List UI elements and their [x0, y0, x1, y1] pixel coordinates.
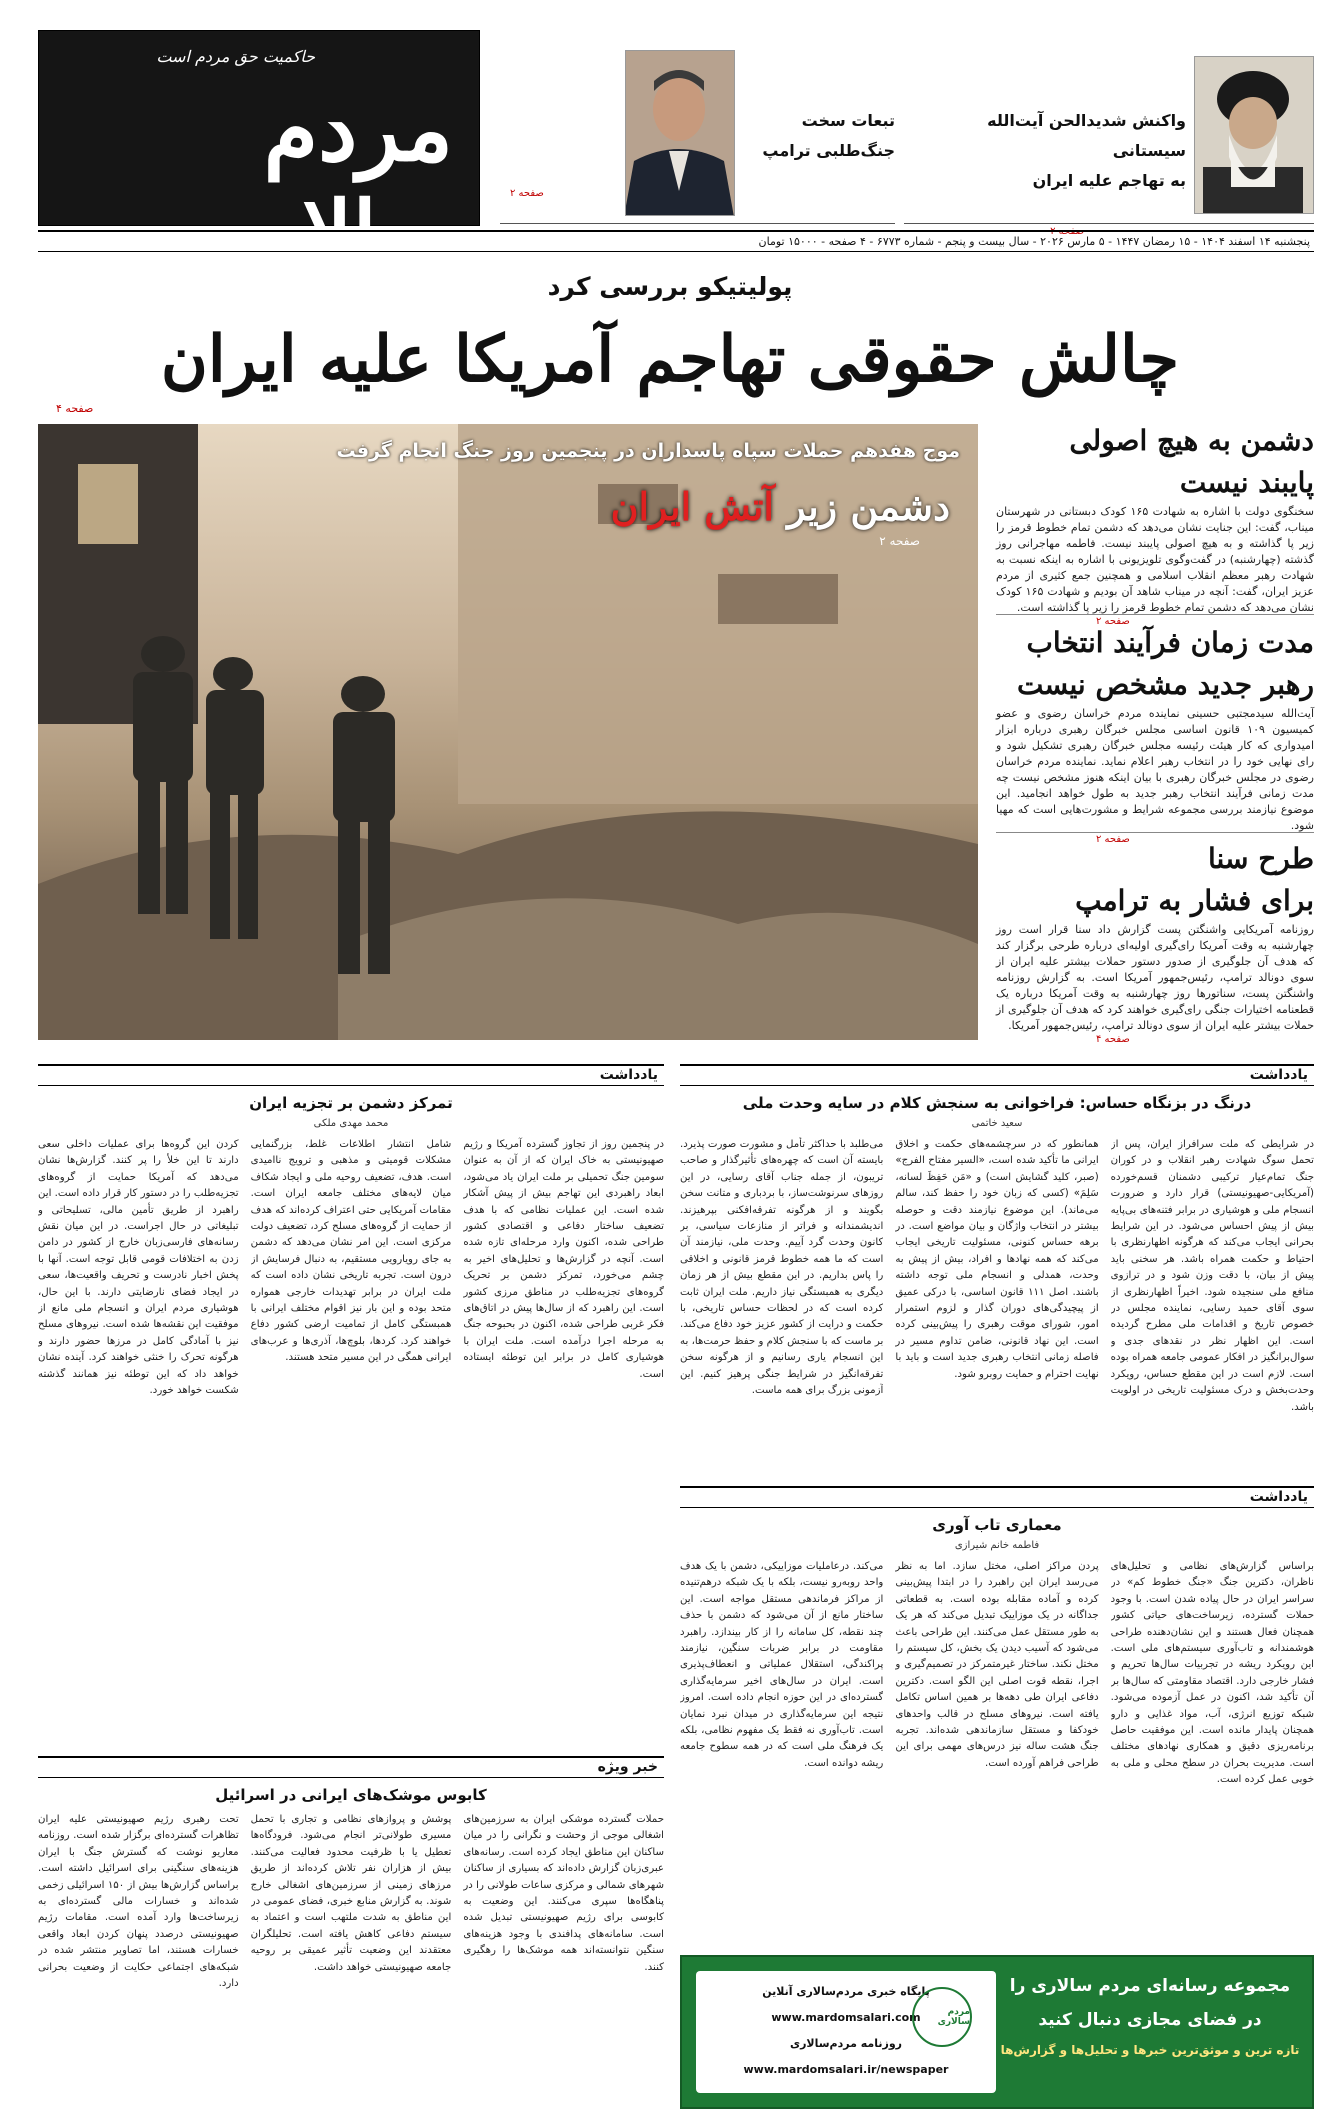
headline-kicker: پولیتیکو بررسی کرد	[547, 272, 793, 301]
masthead-logo[interactable]: مردم سالاری	[190, 77, 453, 285]
teaser-sistani[interactable]	[904, 38, 1314, 237]
side-story-1-page: صفحه ۲	[1096, 616, 1130, 627]
ad-url-newspaper[interactable]: www.mardomsalari.ir/newspaper	[743, 2063, 949, 2076]
ad-url-site[interactable]: www.mardomsalari.com	[771, 2011, 921, 2024]
side-story-1-body: سخنگوی دولت با اشاره به شهادت ۱۶۵ کودک دبستانی در شهرستان میناب، گفت: این جنایت نشان می‌دهد که دشمن تمام خطوط قرمز را زیر پا گذاشته و به هیچ اصولی پایبند نیست. فاطمه مهاجرانی روز گذشته (چهارشنبه) در گفت‌وگوی تلویزیونی با اشاره به اینکه نسبت به شهادت رهبر معظم انقلاب اسلامی و همچنین جمع کثیری از مردم عزیز ایران، گفت: آنچه در میناب شاهد آن بودیم و شهادت ۱۶۵ کودک نشان می‌دهد که دشمن تمام خطوط قرمز را زیر پا گذاشته است.	[996, 505, 1315, 614]
masthead-slogan: حاکمیت حق مردم است	[156, 47, 315, 66]
opinion-article-2-columns	[38, 1137, 664, 1727]
article-column: حملات گسترده موشکی ایران به سرزمین‌های اشغالی موجی از وحشت و نگرانی را در میان ساکنان این مناطق ایجاد کرده است. رسانه‌های عبری‌زبان گزارش داده‌اند که بسیاری از ساکنان شهرهای شمالی و مرکزی ساعات طولانی را در پناهگاه‌ها سپری می‌کنند. این وضعیت به کابوسی برای رژیم صهیونیستی تبدیل شده است. سامانه‌های پدافندی با وجود هزینه‌های سنگین نتوانسته‌اند همه موشک‌ها را رهگیری کنند.	[463, 1814, 664, 1973]
photo-title-b: آتش ایران	[610, 484, 774, 529]
lead-photo[interactable]	[38, 424, 978, 1040]
ad-paper-label: روزنامه مردم‌سالاری	[790, 2037, 902, 2050]
side-story-3[interactable]	[996, 838, 1314, 1045]
main-headline-page: صفحه ۴	[56, 402, 94, 415]
special-news-article[interactable]	[38, 1756, 664, 2110]
teaser-sistani-line2: به تهاجم علیه ایران	[1032, 171, 1186, 190]
side-story-3-body: روزنامه آمریکایی واشنگتن پست گزارش داد سنا قرار است روز چهارشنبه به وقت آمریکا رای‌گیری اولیه‌ای درباره طرحی برگزار کند که هدف آن جلوگیری از صدور دستور حملات بیشتر علیه ایران از سوی دونالد ترامپ، رئیس‌جمهور آمریکا است. به گزارش روزنامه واشنگتن پست، سناتورها روز چهارشنبه به وقت آمریکا درباره یک قطعنامه اختیارات جنگی رای‌گیری خواهند کرد که هدف آن جلوگیری از حملات بیشتر علیه ایران از سوی دونالد ترامپ، رئیس‌جمهور آمریکا.	[996, 923, 1314, 1032]
cleric-portrait-icon	[1194, 57, 1313, 214]
section-bar-special-news: خبر ویژه	[38, 1756, 664, 1778]
teaser-trump-line2: جنگ‌طلبی ترامپ	[762, 141, 895, 160]
analyst-portrait	[625, 50, 735, 216]
teaser-trump[interactable]	[500, 38, 895, 224]
section-bar-opinion-1: یادداشت	[680, 1064, 1314, 1086]
side-story-3-head2: برای فشار به ترامپ	[1075, 884, 1314, 917]
ad-subtitle: تازه ترین و موثق‌ترین خبرها و تحلیل‌ها و گزارش‌ها	[1000, 2043, 1300, 2057]
side-divider-1	[996, 614, 1314, 615]
article-column: کردن این گروه‌ها برای عملیات داخلی سعی دارند تا این خلأ را پر کنند. گزارش‌ها نشان می‌دهد که آمریکا حمایت از گروه‌های تجزیه‌طلب را در دستور کار قرار داده است. این راهبرد از طریق تأمین مالی، تسلیحاتی و تبلیغاتی در حال اجراست. در این میان نقش رسانه‌های فارسی‌زبان خارج از کشور در دامن زدن به اختلافات قومی قابل توجه است. آنها با پخش اخبار نادرست و تحریف واقعیت‌ها، سعی در ایجاد فضای نارضایتی دارند. با این حال، هوشیاری مردم ایران و انسجام ملی مانع از موفقیت این نقشه‌ها شده است. نیروهای مسلح نیز با آمادگی کامل در مرزها حضور دارند و هرگونه تحرک را خنثی خواهند کرد. آینده نشان خواهد داد که این توطئه نیز همانند گذشته شکست خواهد خورد.	[37, 1139, 239, 1397]
opinion-article-3-title[interactable]: معماری تاب آوری	[932, 1516, 1062, 1534]
side-story-3-page: صفحه ۴	[1096, 1034, 1130, 1045]
side-story-2-head2: رهبر جدید مشخص نیست	[1017, 668, 1314, 701]
side-story-3-head1: طرح سنا	[1208, 842, 1314, 875]
side-story-2-body: آیت‌الله سیدمجتبی حسینی نماینده مردم خراسان رضوی و عضو کمیسیون ۱۰۹ قانون اساسی مجلس خبرگان رهبری درباره ابزار امیدواری که کار هیئت رئیسه مجلس خبرگان رهبری تشکیل شود و رای نهایی خود را در انتخاب رهبر اعلام نماید. نماینده مردم خراسان رضوی در مجلس خبرگان رهبری با بیان اینکه هنوز مشخص نیست چه مدت زمانی فرآیند انتخاب رهبر جدید به طول خواهد انجامید. این موضوع نیازمند بررسی مجموعه شرایط و مشورت‌هایی است که مهیا شود.	[996, 707, 1314, 832]
ad-portal-label: پایگاه خبری مردم‌سالاری آنلاین	[762, 1985, 930, 1998]
opinion-article-2[interactable]	[38, 1064, 664, 1744]
side-story-2-head1: مدت زمان فرآیند انتخاب	[1026, 626, 1314, 659]
ad-title-line1: مجموعه رسانه‌ای مردم سالاری را	[1009, 1976, 1291, 1996]
article-column: پوشش و پروازهای نظامی و تجاری با تحمل مسیری طولانی‌تر انجام می‌شود. فرودگاه‌ها تعطیل یا با ظرفیت محدود فعالیت می‌کنند. بیش از هزاران نفر تلاش کرده‌اند از طریق مرزهای زمینی از سرزمین‌های اشغالی خارج شوند. به گزارش منابع خبری، فضای عمومی در این مناطق به شدت ملتهب است و اعتماد به سیستم دفاعی کاهش یافته است. تحلیلگران معتقدند این وضعیت تأثیر عمیقی بر روحیه جامعه صهیونیستی خواهد داشت.	[250, 1814, 452, 1973]
article-column: می‌کند. درعاملیات موزاییکی، دشمن با یک هدف واحد روبه‌رو نیست، بلکه با یک شبکه درهم‌تنیده از مراکز فرماندهی مستقل مواجه است. این ساختار مانع از آن می‌شود که دشمن با حذف چند نقطه، کل سامانه را از کار بیندازد. راهبرد مقاومت در برابر ضربات سنگین، نیازمند پراکندگی، استقلال عملیاتی و انعطاف‌پذیری است. ایران در سال‌های اخیر سرمایه‌گذاری گسترده‌ای در این حوزه انجام داده است. امروز نتیجه این سرمایه‌گذاری در میدان نبرد نمایان است. تاب‌آوری نه فقط یک مفهوم نظامی، بلکه یک فرهنگ ملی است که در همه سطوح جامعه ریشه دوانده است.	[680, 1561, 884, 1769]
ad-title-line2: در فضای مجازی دنبال کنید	[1038, 2010, 1262, 2030]
photo-kicker: موج هفدهم حملات سپاه پاسداران در پنجمین روز جنگ انجام گرفت	[336, 440, 960, 462]
analyst-portrait-icon	[625, 51, 734, 216]
opinion-article-1-author: سعید خاتمی	[971, 1118, 1023, 1129]
article-column: در پنجمین روز از تجاوز گسترده آمریکا و رژیم صهیونیستی به خاک ایران که از آن به عنوان سومین جنگ تحمیلی بر ملت ایران یاد می‌شود، ابعاد راهبردی این تهاجم بیش از پیش آشکار شده است. این عملیات نظامی که با هدف تضعیف ساختار دفاعی و اقتصادی کشور طراحی شده، اکنون وارد مرحله‌ای تازه شده است. آنچه در گزارش‌ها و تحلیل‌های اخیر به چشم می‌خورد، تمرکز دشمن بر تحریک گروه‌های تجزیه‌طلب در مناطق مرزی کشور است. این راهبرد که از سال‌ها پیش در اتاق‌های فکر غربی طراحی شده، اکنون در بحبوحه جنگ به مرحله اجرا درآمده است. ملت ایران با هوشیاری کامل در برابر این توطئه ایستاده است.	[463, 1139, 664, 1380]
opinion-article-1-columns	[680, 1137, 1314, 1457]
article-column: پردن مراکز اصلی، مختل سازد. اما به نظر می‌رسد ایران این راهبرد را در ابتدا پیش‌بینی کرده و آماده مقابله بوده است. به قطعاتی جداگانه در یک موزاییک تبدیل می‌کند که هر یک به طور مستقل عمل می‌کنند. این طراحی باعث می‌شود که آسیب دیدن یک بخش، کل سیستم را مختل نکند. ساختار غیرمتمرکز در تصمیم‌گیری و اجرا، نقطه قوت اصلی این الگو است. دکترین دفاعی ایران طی دهه‌ها بر همین اساس تکامل یافته است. نیروهای مسلح در قالب واحدهای خودکفا و مستقل سازماندهی شده‌اند. تجربه جنگ هشت ساله نیز درس‌های مهمی برای این طراحی فراهم آورده است.	[895, 1561, 1099, 1769]
special-news-title[interactable]: کابوس موشک‌های ایرانی در اسرائیل	[215, 1786, 487, 1804]
opinion-article-2-title[interactable]: تمرکز دشمن بر تجزیه ایران	[249, 1094, 453, 1112]
teaser-trump-title[interactable]	[745, 106, 895, 166]
article-column: در شرایطی که ملت سرافراز ایران، پس از تحمل سوگ شهادت رهبر انقلاب و در کوران جنگ تمام‌عیار ترکیبی دشمنان قسم‌خورده (آمریکایی-صهیونیستی) قرار دارد و ضرورت انسجام ملی و هوشیاری در برابر فتنه‌های بی‌پایه بیش از پیش احساس می‌شود. در این شرایط بحرانی ایجاب می‌کند که هرگونه اظهارنظری با احتیاط و حکمت همراه باشد. هر سخنی باید پیش از بیان، با دقت وزن شود و در ترازوی منافع ملی سنجیده شود. اخیراً اظهارنظری از سوی آقای حمید رسایی، نماینده مجلس در خصوص تاریخ و اقدامات ملی مطرح گردیده است. این اظهار نظر در نقدهای جدی و سوال‌برانگیز در افکار عمومی جامعه همراه بوده است. لازم است در این مقطع حساس، رویکرد وحدت‌بخش و درک مسئولیت تاریخی در اولویت باشد.	[1110, 1139, 1314, 1413]
photo-title-a: دشمن زیر	[773, 484, 950, 529]
article-column: تحت رهبری رژیم صهیونیستی علیه ایران تظاهرات گسترده‌ای برگزار شده است. روزنامه معاریو نوشت که گسترش جنگ با ایران هزینه‌های سنگینی برای اسرائیل داشته است. براساس گزارش‌ها بیش از ۱۵۰ اسرائیلی زخمی شده‌اند و خسارات مالی گسترده‌ای به زیرساخت‌ها وارد آمده است. مقامات رژیم صهیونیستی درصدد پنهان کردن ابعاد واقعی خسارات هستند، اما تصاویر منتشر شده در شبکه‌های اجتماعی حکایت از وضعیت بحرانی دارد.	[37, 1814, 239, 1990]
side-story-1-head2: پایبند نیست	[1179, 466, 1314, 499]
opinion-article-2-author: محمد مهدی ملکی	[313, 1118, 389, 1129]
teaser-sistani-page: صفحه ۲	[1050, 226, 1084, 237]
photo-title[interactable]	[611, 484, 950, 529]
section-bar-opinion-2: یادداشت	[38, 1064, 664, 1086]
teaser-sistani-line1: واکنش شدیدالحن آیت‌الله سیستانی	[987, 111, 1186, 160]
opinion-article-3-columns	[680, 1559, 1314, 1929]
dateline: پنجشنبه ۱۴ اسفند ۱۴۰۴ - ۱۵ رمضان ۱۴۴۷ - ۵ مارس ۲۰۲۶ - سال بیست و پنجم - شماره ۶۷۷۳ - ۴ صفحه - ۱۵۰۰۰ تومان	[38, 230, 1314, 252]
side-story-1[interactable]	[996, 420, 1314, 627]
section-bar-opinion-3: یادداشت	[680, 1486, 1314, 1508]
masthead[interactable]	[38, 30, 480, 285]
teaser-trump-line1: تبعات سخت	[801, 111, 895, 130]
ad-logo: مردم سالاری	[912, 1987, 972, 2047]
opinion-article-1[interactable]	[680, 1064, 1314, 1474]
side-divider-2	[996, 832, 1314, 833]
special-news-columns	[38, 1812, 664, 2092]
article-column: براساس گزارش‌های نظامی و تحلیل‌های ناظران، دکترین جنگ «جنگ خطوط کم» در سراسر ایران در حال پیاده شدن است. با وجود حملات گسترده، زیرساخت‌های حیاتی کشور همچنان فعال هستند و این نشان‌دهنده طراحی هوشمندانه و تاب‌آوری سیستم‌های ملی است. این رویکرد ریشه در تجربیات سال‌ها تحریم و فشار خارجی دارد. اقتصاد مقاومتی که سال‌ها بر آن تأکید شد، اکنون در عمل آزموده می‌شود. شبکه توزیع انرژی، آب، مواد غذایی و دارو همچنان پایدار مانده است. این موفقیت حاصل برنامه‌ریزی دقیق و همکاری نهادهای مختلف است. مدیریت بحران در سطح محلی و ملی به خوبی عمل کرده است.	[1110, 1561, 1314, 1786]
ad-text-block	[1000, 1969, 1300, 2063]
side-story-1-head1: دشمن به هیچ اصولی	[1069, 424, 1314, 457]
opinion-article-3[interactable]	[680, 1486, 1314, 1942]
opinion-article-3-author: فاطمه خانم شیرازی	[954, 1540, 1040, 1551]
teaser-sistani-title[interactable]	[916, 106, 1186, 196]
article-column: می‌طلبد با حداکثر تأمل و مشورت صورت پذیرد. بایسته آن است که چهره‌های تأثیرگذار و صاحب تریبون، از جمله جناب آقای رسایی، در این روزهای سرنوشت‌ساز، با بردباری و متانت سخن بگویند و از هرگونه تفرقه‌افکنی بپرهیزند. اندیشمندانه و فراتر از منازعات سیاسی، بر کانون وحدت گرد آییم. وحدت ملی، نیازمند آن است که ما همه خطوط قرمز قانونی و اخلاقی را پاس بداریم. در این مقطع بیش از هر زمان دیگری به همبستگی نیاز داریم. ملت ایران ثابت کرده است که در لحظات حساس تاریخی، با حکمت و درایت از کشور عزیز خود دفاع می‌کند. بر ماست که با سنجش کلام و حفظ حرمت‌ها، به این انسجام یاری رسانیم و از هرگونه سخن تفرقه‌انگیز در شرایط جنگی پرهیز کنیم. این آزمونی بزرگ برای همه ماست.	[680, 1139, 884, 1397]
main-headline[interactable]: چالش حقوقی تهاجم آمریکا علیه ایران	[160, 322, 1180, 397]
opinion-article-1-title[interactable]: درنگ در بزنگاه حساس: فراخوانی به سنجش کلام در سایه وحدت ملی	[742, 1094, 1252, 1112]
media-promo-ad[interactable]	[680, 1955, 1314, 2109]
photo-page: صفحه ۲	[879, 534, 920, 548]
teaser-trump-page: صفحه ۲	[510, 188, 544, 199]
side-story-2[interactable]	[996, 622, 1314, 845]
sistani-portrait	[1194, 56, 1314, 214]
article-column: شامل انتشار اطلاعات غلط، بزرگنمایی مشکلات قومیتی و مذهبی و ترویج ناامیدی است. هدف، تضعیف روحیه ملی و ایجاد شکاف میان لایه‌های مختلف جامعه ایران است. مقامات آمریکایی حتی اعتراف کرده‌اند که هدف از حمایت از گروه‌های مسلح کرد، تضعیف دولت مرکزی است. این امر نشان می‌دهد که دشمن به جای رویارویی مستقیم، به دنبال فرسایش از درون است. تجربه تاریخی نشان داده است که ملت ایران در برابر تهدیدات خارجی همواره متحد بوده و این بار نیز اقوام مختلف ایرانی با همبستگی کامل از تمامیت ارضی کشور دفاع خواهند کرد. کردها، بلوچ‌ها، آذری‌ها و عرب‌های ایرانی همگی در این مسیر متحد هستند.	[250, 1139, 452, 1364]
article-column: همانطور که در سرچشمه‌های حکمت و اخلاق ایرانی ما تأکید شده است، «السیر مفتاح الفرج» (صبر، کلید گشایش است) و «مَن حَفِظَ لسانه، سَلِمَ» (کسی که زبان خود را حفظ کند، سالم می‌ماند). این موضوع نیازمند دقت و حوصله بیشتر در انتخاب واژگان و بیان مواضع است. در برهه حساس کنونی، مسئولیت تاریخی ایجاب می‌کند که همه نهادها و افراد، بیش از پیش به وحدت، همدلی و انسجام ملی توجه داشته باشند. اصل ۱۱۱ قانون اساسی، با درکی عمیق از پیچیدگی‌های دوران گذار و لزوم استمرار امور، شورای موقت رهبری را پیش‌بینی کرده است. این نهاد قانونی، ضامن تداوم مسیر در فاصله زمانی انتخاب رهبری جدید است و باید با نهایت احترام و حمایت روبرو شود.	[895, 1139, 1099, 1380]
side-story-2-page: صفحه ۲	[1096, 834, 1130, 845]
